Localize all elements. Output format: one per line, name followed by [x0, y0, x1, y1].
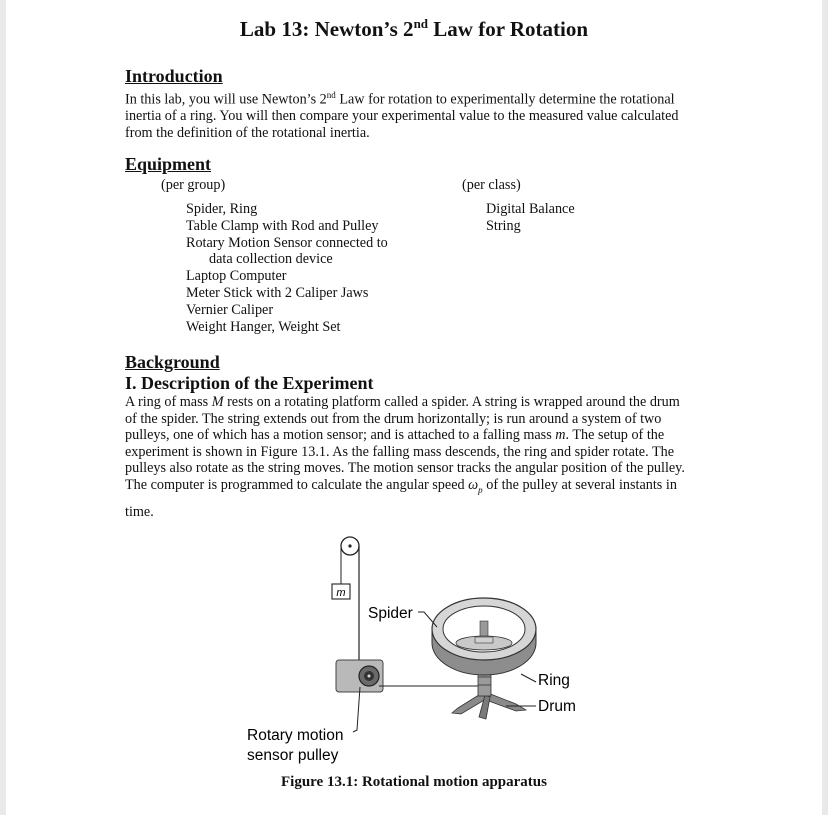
background-heading: Background: [125, 352, 220, 372]
spider-label: Spider: [368, 605, 413, 622]
experiment-subheading: I. Description of the Experiment: [125, 373, 374, 393]
list-item: Table Clamp with Rod and Pulley: [186, 217, 379, 234]
drum-label: Drum: [538, 698, 576, 715]
list-item: Weight Hanger, Weight Set: [186, 318, 341, 335]
list-item: String: [486, 217, 521, 234]
introduction-heading: Introduction: [125, 66, 223, 86]
mass-label: m: [336, 587, 346, 599]
per-class-label: (per class): [462, 177, 521, 193]
list-item: data collection device: [209, 251, 333, 268]
rotational-apparatus-figure: [6, 525, 822, 770]
page-title: Lab 13: Newton’s 2nd Law for Rotation: [239, 16, 589, 41]
per-group-label: (per group): [161, 177, 226, 193]
document-page: [6, 0, 822, 815]
list-item: Spider, Ring: [186, 201, 258, 217]
figure-caption: Figure 13.1: Rotational motion apparatus: [281, 774, 547, 790]
list-item: Digital Balance: [486, 201, 575, 217]
ring-label: Ring: [538, 672, 570, 689]
introduction-paragraph: In this lab, you will use Newton’s 2nd Law for rotation to experimentally determine the rotational inertia of a ring. You will then compare your experimental value to the measured value calculated from the definition of the rotational inertia.: [125, 90, 679, 141]
background-paragraph: A ring of mass M rests on a rotating platform called a spider. A string is wrapped around the drum of the spider. The string extends out from the drum horizontally; is run around a system of two pulleys, one of which has a motion sensor; and is attached to a falling mass m. The setup of the experiment is shown in Figure 13.1. As the falling mass descends, the ring and spider rotate. The pulleys also rotate as the string moves. The motion sensor tracks the angular position of the pulley. The computer is programmed to calculate the angular speed $\omega_p$ of the pulley at several instants in time.: [125, 394, 685, 521]
per-class-list: [486, 201, 575, 235]
sensor-label-line1: Rotary motion: [247, 727, 344, 744]
sensor-label-line2: sensor pulley: [247, 747, 339, 764]
list-item: Rotary Motion Sensor connected to: [186, 234, 388, 251]
per-group-list: [186, 201, 388, 335]
equipment-heading: Equipment: [125, 154, 212, 174]
list-item: Meter Stick with 2 Caliper Jaws: [186, 284, 369, 301]
list-item: Laptop Computer: [186, 268, 287, 285]
list-item: Vernier Caliper: [186, 301, 274, 318]
